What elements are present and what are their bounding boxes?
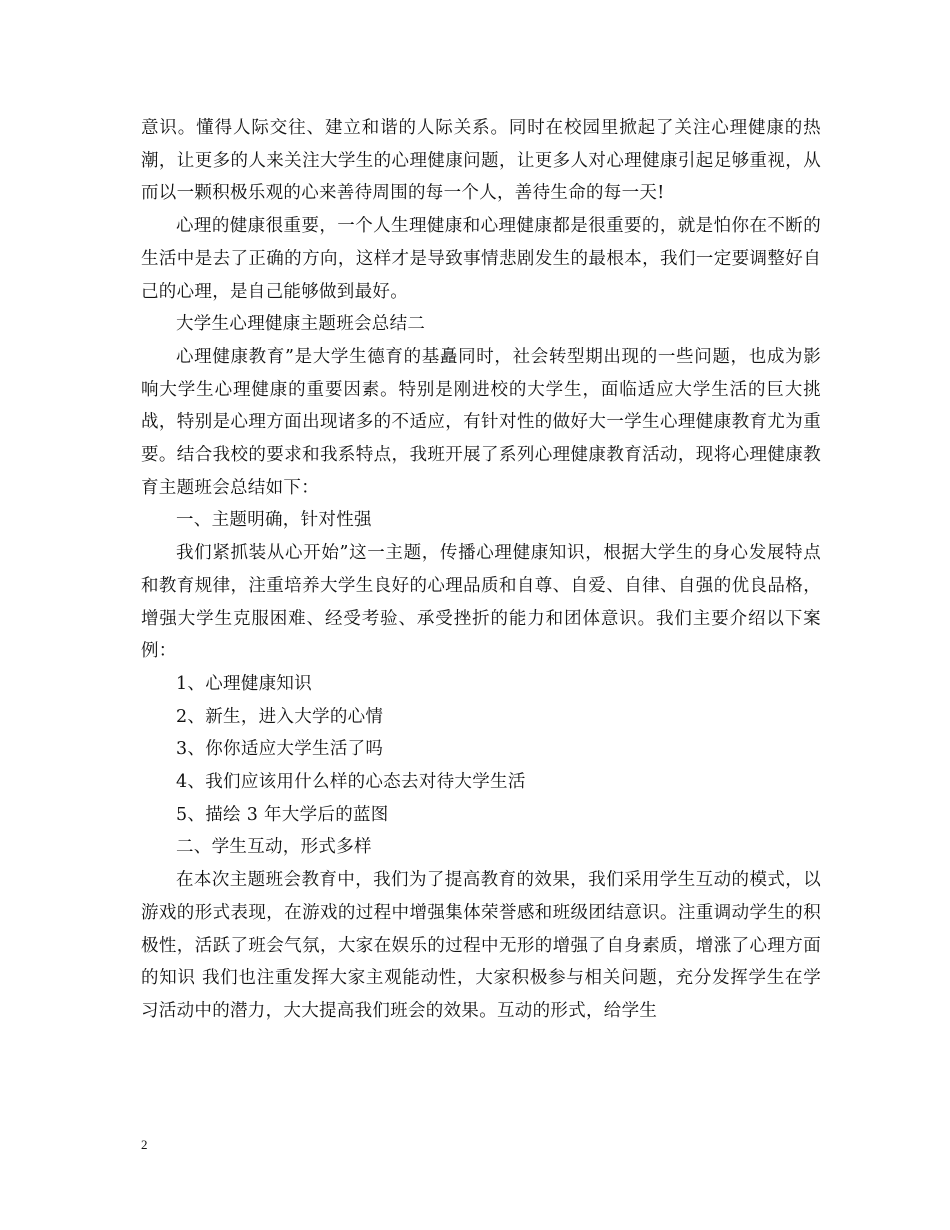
paragraph: 二、学生互动，形式多样 [176, 837, 372, 858]
paragraph: 1、心理健康知识 [176, 673, 313, 694]
paragraph: 心理的健康很重要，一个人生理健康和心理健康都是很重要的，就是怕你在不断的生活中是去了正确的方向，这样才是导致事情悲剧发生的最根本，我们一定要调整好自己的心理，是自己能够做到最好。 [141, 216, 821, 302]
paragraph: 3、你你适应大学生活了吗 [176, 739, 384, 760]
paragraph: 4、我们应该用什么样的心态去对待大学生活 [176, 772, 526, 793]
paragraph: 2、新生，进入大学的心情 [176, 706, 384, 727]
paragraph: 一、主题明确，针对性强 [176, 510, 372, 531]
paragraph: 在本次主题班会教育中，我们为了提高教育的效果，我们采用学生互动的模式，以游戏的形式表现，在游戏的过程中增强集体荣誉感和班级团结意识。注重调动学生的积极性，活跃了班会气氛，大家在娱乐的过程中无形的增强了自身素质，增涨了心理方面的知识 我们也注重发挥大家主观能动性，大家积极参与相关问题，充分发挥学生在学习活动中的潜力，大大提高我们班会的效果。互动的形式，给学生 [141, 870, 821, 1021]
page-number: 2 [141, 1137, 148, 1152]
paragraph: 意识。懂得人际交往、建立和谐的人际关系。同时在校园里掀起了关注心理健康的热潮，让更多的人来关注大学生的心理健康问题，让更多人对心理健康引起足够重视，从而以一颗积极乐观的心来善待周围的每一个人，善待生命的每一天! [141, 118, 821, 204]
paragraph: 大学生心理健康主题班会总结二 [176, 314, 426, 335]
paragraph: 5、描绘 3 年大学后的蓝图 [176, 804, 389, 825]
paragraph: 我们紧抓装从心开始”这一主题，传播心理健康知识，根据大学生的身心发展特点和教育规律，注重培养大学生良好的心理品质和自尊、自爱、自律、自强的优良品格，增强大学生克服困难、经受考验、承受挫折的能力和团体意识。我们主要介绍以下案例： [141, 543, 821, 662]
paragraph: 心理健康教育”是大学生德育的基矗同时，社会转型期出现的一些问题，也成为影响大学生心理健康的重要因素。特别是刚进校的大学生，面临适应大学生活的巨大挑战，特别是心理方面出现诸多的不适应，有针对性的做好大一学生心理健康教育尤为重要。结合我校的要求和我系特点，我班开展了系列心理健康教育活动，现将心理健康教育主题班会总结如下： [141, 346, 821, 498]
body-text [141, 112, 821, 1028]
